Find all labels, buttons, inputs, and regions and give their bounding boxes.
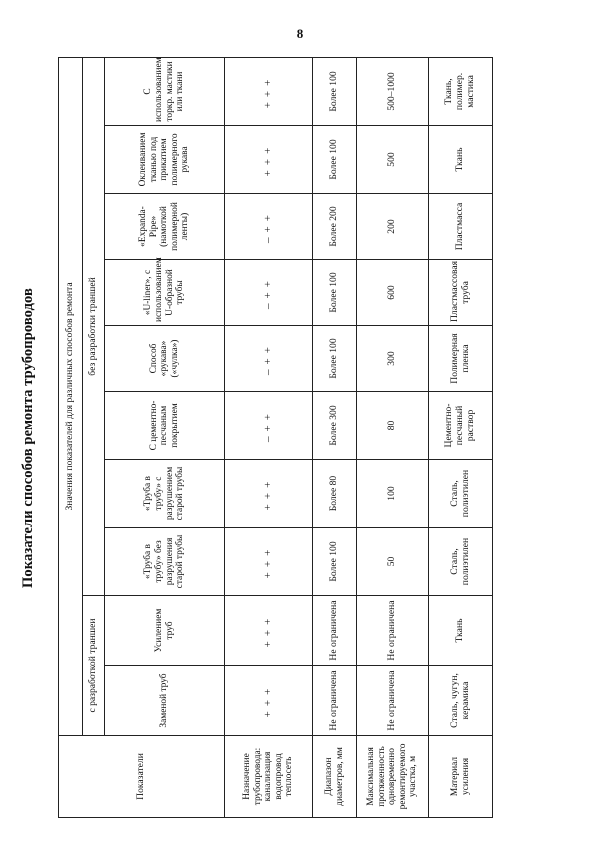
rotated-table-block: [18, 58, 538, 818]
value-cell: Более 300: [313, 392, 357, 460]
value-cell: Более 200: [313, 194, 357, 260]
sign-cell: +++: [225, 596, 313, 666]
method-header: «U-liner», с использованием U-образной трубы: [105, 260, 225, 326]
sign-cell: +++: [225, 57, 313, 125]
value-cell: 200: [357, 194, 429, 260]
header-values-group: Значения показателей для различных способов ремонта: [59, 57, 83, 735]
method-header: Оклеиванием тканью под прикатием полимерного рукава: [105, 126, 225, 194]
table-row: [313, 57, 357, 817]
method-header: Заменой труб: [105, 666, 225, 736]
table-row: [357, 57, 429, 817]
value-cell: Более 100: [313, 126, 357, 194]
value-cell: Более 100: [313, 260, 357, 326]
method-header: С использованием торкр. мастики или ткани: [105, 57, 225, 125]
value-cell: 80: [357, 392, 429, 460]
sign-cell: +++: [225, 126, 313, 194]
value-cell: Сталь, полиэтилен: [429, 528, 493, 596]
value-cell: Не ограничена: [313, 666, 357, 736]
method-header: Способ «рукава» («чулка»): [105, 326, 225, 392]
method-header: «Труба в трубу» с разрушением старой трубы: [105, 460, 225, 528]
row-label: Максимальная протяженность одновременно ремонтируемого участка, м: [357, 736, 429, 818]
row-label: Назначение трубопровода: канализация водопровод теплосеть: [225, 736, 313, 818]
value-cell: Ткань: [429, 596, 493, 666]
value-cell: Цементно-песчаный раствор: [429, 392, 493, 460]
value-cell: 600: [357, 260, 429, 326]
method-header: «Труба в трубу» без разрушения старой трубы: [105, 528, 225, 596]
method-header: С цементно-песчаным покрытием: [105, 392, 225, 460]
method-header: «Expanda-Pipe» (намоткой полимерной ленты): [105, 194, 225, 260]
value-cell: Более 100: [313, 528, 357, 596]
sign-cell: +++: [225, 528, 313, 596]
sign-cell: –++: [225, 260, 313, 326]
value-cell: Более 80: [313, 460, 357, 528]
value-cell: Сталь, чугун, керамика: [429, 666, 493, 736]
method-header: Усилением труб: [105, 596, 225, 666]
repair-methods-table: [58, 57, 493, 818]
value-cell: Пластмасса: [429, 194, 493, 260]
row-label: Материал усиления: [429, 736, 493, 818]
row-label: Диапазон диаметров, мм: [313, 736, 357, 818]
page-number: 8: [296, 26, 304, 41]
value-cell: 300: [357, 326, 429, 392]
value-cell: Ткань: [429, 126, 493, 194]
header-without-trench: без разработки траншей: [83, 57, 105, 595]
value-cell: 500: [357, 126, 429, 194]
value-cell: Пластмассовая труба: [429, 260, 493, 326]
sign-cell: –++: [225, 194, 313, 260]
sign-cell: –++: [225, 326, 313, 392]
value-cell: 100: [357, 460, 429, 528]
table-row: [429, 57, 493, 817]
sign-cell: +++: [225, 460, 313, 528]
table-title: Показатели способов ремонта трубопроводов: [20, 288, 36, 588]
value-cell: 50: [357, 528, 429, 596]
header-parameters: Показатели: [59, 736, 225, 818]
value-cell: Не ограничена: [313, 596, 357, 666]
header-with-trench: с разработкой траншеи: [83, 596, 105, 736]
value-cell: Полимерная пленка: [429, 326, 493, 392]
table-row: [225, 57, 313, 817]
value-cell: Ткань, полимер. мастика: [429, 57, 493, 125]
value-cell: Более 100: [313, 326, 357, 392]
value-cell: Не ограничена: [357, 666, 429, 736]
sign-cell: +++: [225, 666, 313, 736]
value-cell: Более 100: [313, 57, 357, 125]
sign-cell: –++: [225, 392, 313, 460]
value-cell: Не ограничена: [357, 596, 429, 666]
value-cell: Сталь, полиэтилен: [429, 460, 493, 528]
value-cell: 500–1000: [357, 57, 429, 125]
